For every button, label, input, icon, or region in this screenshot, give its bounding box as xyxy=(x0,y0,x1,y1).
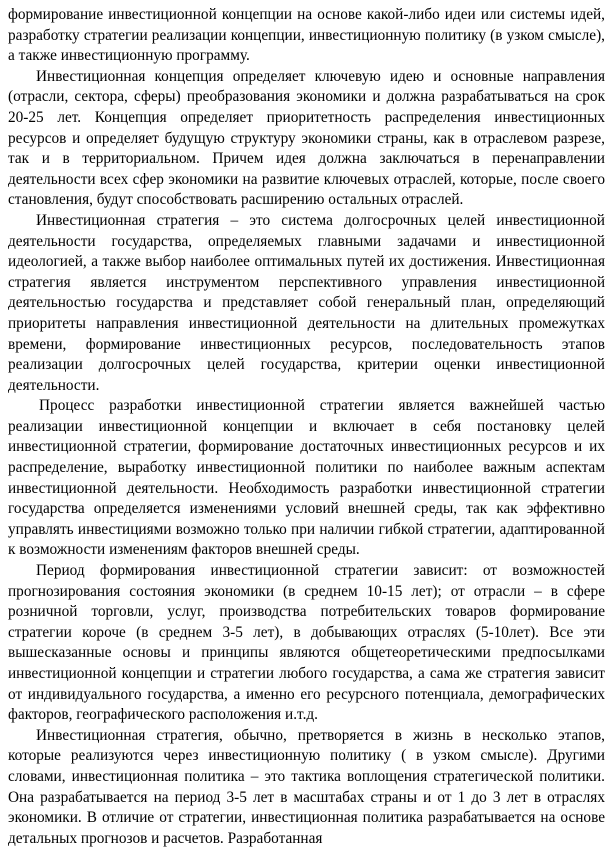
paragraph-investment-strategy-definition: Инвестиционная стратегия – это система долгосрочных целей инвестиционной деятельности государства, определяемых главными задачами и инвестиционной идеологией, а также выбор наиболее оптимальных путей их достижения. Инвестиционная стратегия является инструментом перспективного управления инвестиционной деятельностью государства и представляет собой генеральный план, определяющий приоритеты направления инвестиционной деятельности на длительных промежутках времени, формирование инвестиционных ресурсов, последовательность этапов реализации долгосрочных целей государства, критерии оценки инвестиционной деятельности. xyxy=(8,211,605,394)
document-page xyxy=(8,5,605,849)
paragraph-investment-concept: Инвестиционная концепция определяет ключевую идею и основные направления (отрасли, сектора, сферы) преобразования экономики и должна разрабатываться на срок 20-25 лет. Концепция определяет приоритетность распределения инвестиционных ресурсов и определяет будущую структуру экономики страны, как в отраслевом разрезе, так и в территориальном. Причем идея должна заключаться в перенаправлении деятельности всех сфер экономики на развитие ключевых отраслей, которые, после своего становления, будут способствовать расширению остальных отраслей. xyxy=(8,67,605,209)
paragraph-strategy-formation-period: Период формирования инвестиционной стратегии зависит: от возможностей прогнозирования состояния экономики (в среднем 10-15 лет); от отрасли – в сфере розничной торговли, услуг, производства потребительских товаров формирование стратегии короче (в среднем 3-5 лет), в добывающих отраслях (5-10лет). Все эти вышесказанные основы и принципы являются общетеоретическими предпосылками инвестиционной концепции и стратегии любого государства, а сама же стратегия зависит от индивидуального государства, а именно его ресурсного потенциала, демографических факторов, географического расположения и.т.д. xyxy=(8,562,605,724)
paragraph-strategy-implementation: Инвестиционная стратегия, обычно, претворяется в жизнь в несколько этапов, которые реализуются через инвестиционную политику ( в узком смысле). Другими словами, инвестиционная политика – это тактика воплощения стратегической политики. Она разрабатывается на период 3-5 лет в масштабах страны и от 1 до 3 лет в отраслях экономики. В отличие от стратегии, инвестиционная политика разрабатывается на основе детальных прогнозов и расчетов. Разработанная xyxy=(8,726,605,847)
paragraph-investment-components: формирование инвестиционной концепции на основе какой-либо идеи или системы идей, разработку стратегии реализации концепции, инвестиционную политику (в узком смысле), а также инвестиционную программу. xyxy=(8,6,605,65)
paragraph-strategy-development-process: Процесс разработки инвестиционной стратегии является важнейшей частью реализации инвестиционной концепции и включает в себя постановку целей инвестиционной стратегии, формирование достаточных инвестиционных ресурсов и их распределение, выработку инвестиционной политики по наиболее важным аспектам инвестиционной деятельности. Необходимость разработки инвестиционной стратегии государства определяется изменениями условий внешней среды, так как эффективно управлять инвестициями возможно только при наличии гибкой стратегии, адаптированной к возможности изменениям факторов внешней среды. xyxy=(8,397,605,559)
